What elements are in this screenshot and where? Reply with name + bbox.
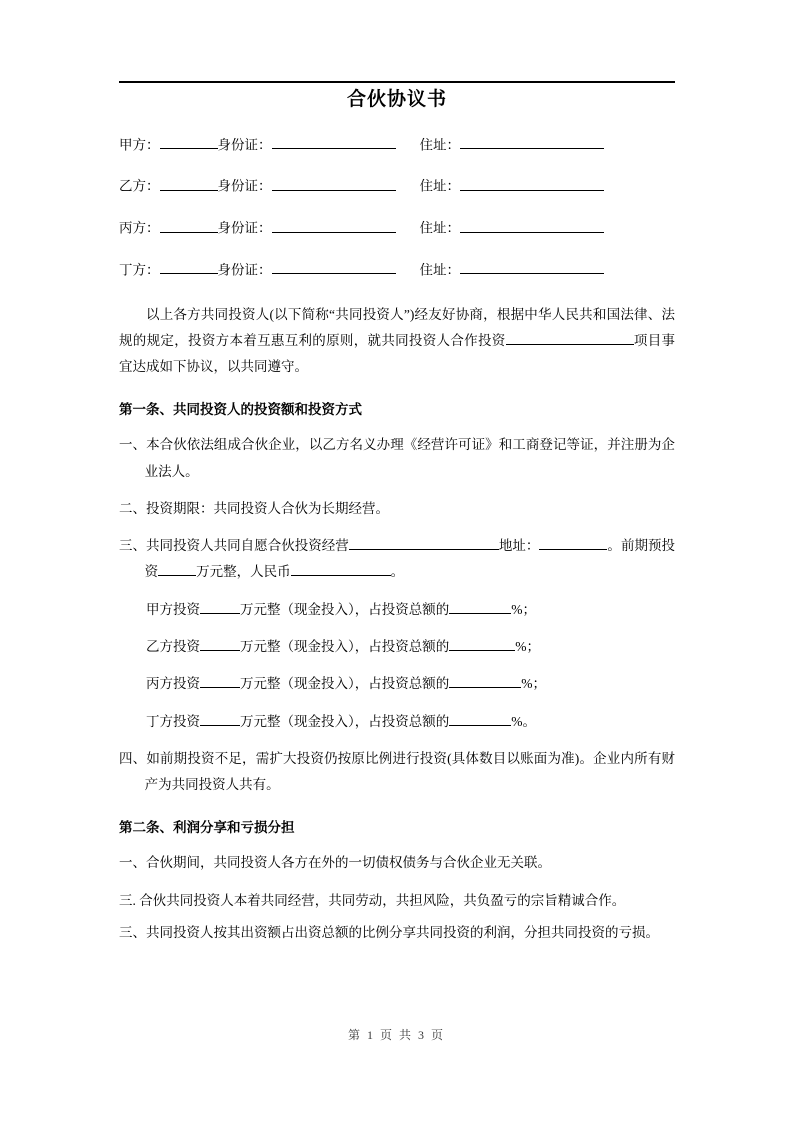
clause-1-3 xyxy=(119,533,675,586)
page-footer: 第 1 页 共 3 页 xyxy=(347,1028,445,1042)
investment-party-label: 甲方投资 xyxy=(146,601,200,617)
investment-line-bing xyxy=(119,671,675,697)
party-name-label: 甲方： xyxy=(119,137,160,153)
party-address-blank[interactable] xyxy=(460,260,604,275)
article-heading-two: 第二条、利润分享和亏损分担 xyxy=(119,819,295,835)
clause-2-1: 一、合伙期间，共同投资人各方在外的一切债权债务与合伙企业无关联。 xyxy=(119,855,551,871)
party-id-blank[interactable] xyxy=(272,135,396,150)
party-row xyxy=(119,218,675,239)
party-address-label: 住址： xyxy=(419,178,460,194)
header-rule xyxy=(119,81,675,83)
investment-line-yi xyxy=(119,634,675,660)
investment-amount-blank[interactable] xyxy=(200,637,240,652)
clause-2-2: 三. 合伙共同投资人本着共同经营，共同劳动，共担风险，共负盈亏的宗旨精诚合作。 xyxy=(119,892,626,908)
party-address-label: 住址： xyxy=(419,220,460,236)
investment-unit-label: 万元整（现金投入），占投资总额的 xyxy=(240,713,450,729)
party-address-blank[interactable] xyxy=(460,218,604,233)
investment-amount-blank[interactable] xyxy=(200,599,240,614)
business-name-blank[interactable] xyxy=(349,536,499,551)
party-row xyxy=(119,135,675,156)
investment-percent-blank[interactable] xyxy=(449,637,515,652)
investment-line-jia xyxy=(119,597,675,623)
party-address-label: 住址： xyxy=(419,262,460,278)
clause-3-unit: 万元整，人民币 xyxy=(196,564,291,580)
rmb-amount-blank[interactable] xyxy=(291,562,391,577)
party-id-blank[interactable] xyxy=(272,260,396,275)
page-title: 合伙协议书 xyxy=(346,89,447,110)
investment-party-label: 丁方投资 xyxy=(146,713,200,729)
investment-line-ding xyxy=(119,709,675,735)
clause-3-address-label: 地址： xyxy=(498,538,540,554)
clause-2-3: 三、共同投资人按其出资额占出资总额的比例分享共同投资的利润，分担共同投资的亏损。 xyxy=(119,924,659,940)
investment-unit-label: 万元整（现金投入），占投资总额的 xyxy=(240,639,450,655)
business-address-blank[interactable] xyxy=(539,536,607,551)
party-address-blank[interactable] xyxy=(460,135,604,150)
project-name-blank[interactable] xyxy=(506,331,634,346)
clause-3-tail: 。 xyxy=(390,564,405,580)
clause-1-2: 二、投资期限：共同投资人合伙为长期经营。 xyxy=(119,500,389,516)
investment-party-label: 丙方投资 xyxy=(146,676,200,692)
party-row xyxy=(119,260,675,281)
investment-party-label: 乙方投资 xyxy=(146,639,200,655)
investment-percent-blank[interactable] xyxy=(449,711,511,726)
party-address-label: 住址： xyxy=(419,137,460,153)
document-content xyxy=(119,88,675,952)
investment-percent-blank[interactable] xyxy=(449,674,521,689)
investment-percent-unit: %； xyxy=(511,601,536,617)
investment-amount-blank[interactable] xyxy=(200,711,240,726)
party-name-blank[interactable] xyxy=(160,135,218,150)
investment-percent-unit: %； xyxy=(521,676,546,692)
investment-unit-label: 万元整（现金投入），占投资总额的 xyxy=(240,601,450,617)
party-name-blank[interactable] xyxy=(160,260,218,275)
party-row xyxy=(119,176,675,197)
clause-1-4: 四、如前期投资不足，需扩大投资仍按原比例进行投资(具体数目以账面为准)。企业内所有财产为共同投资人共有。 xyxy=(119,751,675,793)
article-heading-one: 第一条、共同投资人的投资额和投资方式 xyxy=(119,401,362,417)
investment-unit-label: 万元整（现金投入），占投资总额的 xyxy=(240,676,450,692)
party-id-label: 身份证： xyxy=(217,178,272,194)
party-name-label: 丁方： xyxy=(119,262,160,278)
intro-text-before: 以上各方共同投资人(以下简称“共同投资人”)经友好协商，根据中华人民共和国法律、法规的规定，投资方本着互惠互利的原则，就共同投资人合作投资 xyxy=(119,306,675,348)
party-id-blank[interactable] xyxy=(272,176,396,191)
party-address-blank[interactable] xyxy=(460,176,604,191)
prepay-amount-blank[interactable] xyxy=(158,562,196,577)
clause-3-after-address: 。前期预投资 xyxy=(144,538,676,580)
party-id-label: 身份证： xyxy=(217,137,272,153)
investment-percent-blank[interactable] xyxy=(449,599,511,614)
intro-paragraph xyxy=(119,302,675,381)
party-name-blank[interactable] xyxy=(160,176,218,191)
party-name-label: 丙方： xyxy=(119,220,160,236)
party-name-blank[interactable] xyxy=(160,218,218,233)
investment-amount-blank[interactable] xyxy=(200,674,240,689)
investment-percent-unit: %； xyxy=(515,639,540,655)
party-id-label: 身份证： xyxy=(217,262,272,278)
party-id-blank[interactable] xyxy=(272,218,396,233)
party-name-label: 乙方： xyxy=(119,178,160,194)
clause-1-1: 一、本合伙依法组成合伙企业，以乙方名义办理《经营许可证》和工商登记等证，并注册为企业法人。 xyxy=(119,437,675,479)
clause-3-lead: 三、共同投资人共同自愿合伙投资经营 xyxy=(119,538,349,554)
investment-percent-unit: %。 xyxy=(511,713,536,729)
intro-text-after: 项目事宜达成如下协议，以共同遵守。 xyxy=(119,333,676,375)
party-id-label: 身份证： xyxy=(217,220,272,236)
